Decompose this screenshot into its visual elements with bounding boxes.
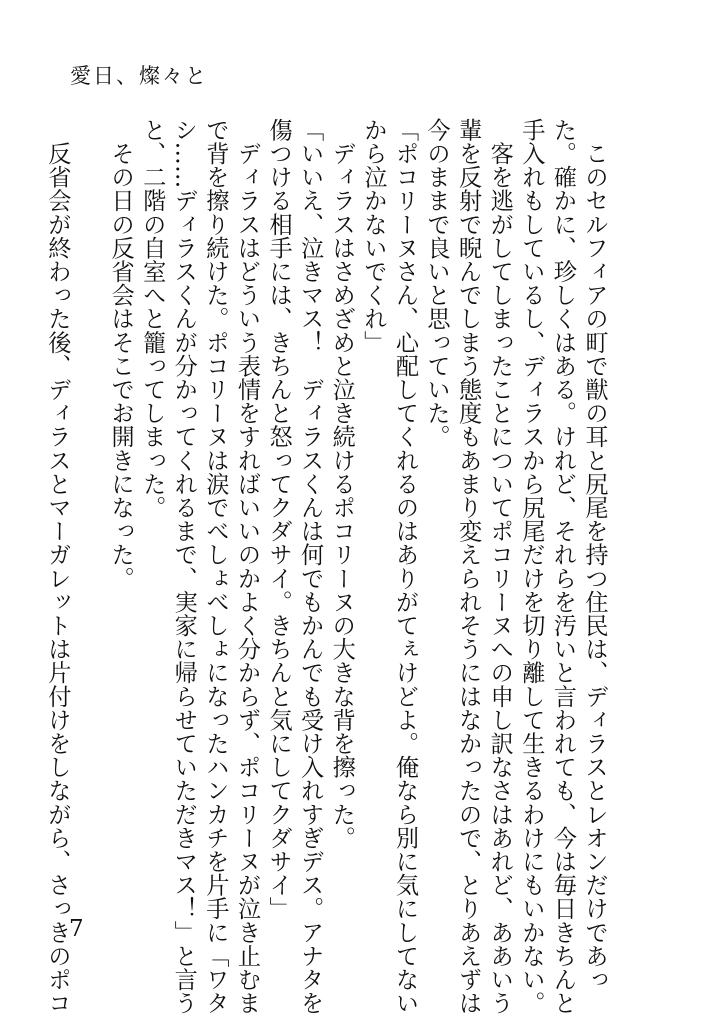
blank-line bbox=[73, 118, 105, 898]
text-line: このセルフィアの町で獣の耳と尻尾を持つ住民は、ディラスとレオンだけであっ bbox=[581, 118, 608, 992]
text-line: から泣かないでくれ」 bbox=[359, 118, 387, 354]
text-line: ディラスはどういう表情をすればいいのかよく分からず、ポコリーヌが泣き止むま bbox=[233, 118, 261, 1015]
text-line: 手入れもしているし、ディラスから尻尾だけを切り離して生きるわけにもいかない。 bbox=[517, 118, 545, 1015]
text-line: た。確かに、珍しくはある。けれど、それらを汚いと言われても、今は毎日きちんと bbox=[549, 118, 577, 1015]
text-line: 反省会が終わった後、ディラスとマーガレットは片付けをしながら、さっきのポコ bbox=[43, 118, 71, 1015]
text-line: と、二階の自室へと籠ってしまった。 bbox=[138, 118, 166, 520]
text-line: 「ポコリーヌさん、心配してくれるのはありがてぇけどよ。俺なら別に気にしてない bbox=[391, 118, 419, 1015]
running-title: 愛日、燦々と bbox=[70, 64, 208, 88]
text-line: 客を逃がしてしまったことについてポコリーヌへの申し訳なさはあれど、ああいう bbox=[486, 118, 514, 1015]
text-line: 輩を反射で睨んでしまう態度もあまり変えられそうにはなかったので、とりあえずは bbox=[454, 118, 482, 1015]
body-text bbox=[43, 118, 610, 1015]
text-line: 「いいえ、泣きマス！ ディラスくんは何でもかんでも受け入れすぎデス。アナタを bbox=[296, 118, 324, 1015]
page-number: 7 bbox=[69, 916, 84, 942]
text-line: 今のままで良いと思っていた。 bbox=[423, 118, 451, 449]
text-line: シ……ディラスくんが分かってくれるまで、実家に帰らせていただきマス！」と言う bbox=[170, 118, 198, 1015]
text-line: その日の反省会はそこでお開きになった。 bbox=[107, 118, 135, 590]
text-line: で背を擦り続けた。ポコリーヌは涙でべしょべしょになったハンカチを片手に「ワタ bbox=[201, 118, 229, 1015]
text-line: 傷つける相手には、きちんと怒ってクダサイ。きちんと気にしてクダサイ」 bbox=[265, 118, 293, 921]
text-line: ディラスはさめざめと泣き続けるポコリーヌの大きな背を擦った。 bbox=[328, 118, 356, 850]
